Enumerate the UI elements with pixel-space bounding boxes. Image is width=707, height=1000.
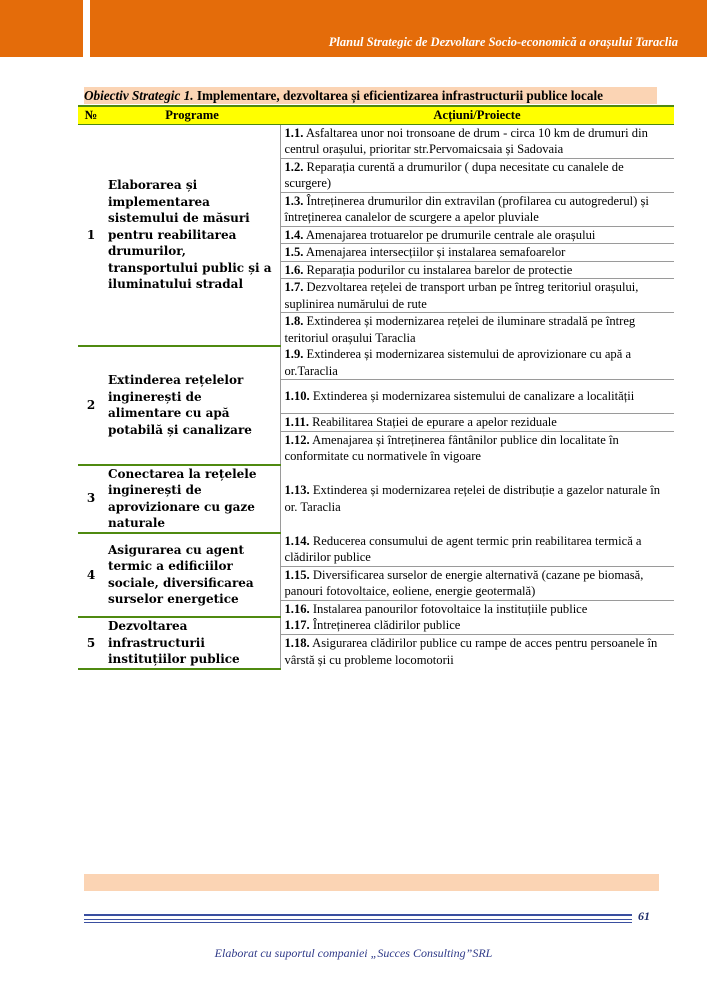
action-number: 1.1. xyxy=(284,125,304,140)
action-text: Reabilitarea Stației de epurare a apelor reziduale xyxy=(312,415,557,429)
column-header-number: № xyxy=(78,106,104,124)
action-number: 1.6. xyxy=(284,262,304,277)
action-number: 1.15. xyxy=(284,567,310,582)
action-text: Instalarea panourilor fotovoltaice la instituțiile publice xyxy=(312,601,588,616)
action-number: 1.8. xyxy=(284,314,304,328)
action-text: Extinderea și modernizarea sistemului de aprovizionare cu apă a or.Taraclia xyxy=(284,347,632,378)
action-cell xyxy=(280,124,674,158)
action-cell xyxy=(280,533,674,567)
program-number: 1 xyxy=(78,124,104,346)
action-text: Amenajarea trotuarelor pe drumurile centrale ale orașului xyxy=(305,227,596,242)
action-cell xyxy=(280,600,674,617)
header-band-left xyxy=(0,0,83,57)
action-cell xyxy=(280,158,674,192)
program-number: 4 xyxy=(78,533,104,618)
action-text: Asfaltarea unor noi tronsoane de drum - circa 10 km de drumuri din centrul orașului, prioritar str.Pervomaicsaia și Sadovaia xyxy=(284,125,648,156)
action-cell xyxy=(280,431,674,465)
action-number: 1.7. xyxy=(284,280,304,294)
action-text: Reparația curentă a drumurilor ( dupa necesitate cu canalele de scurgere) xyxy=(284,159,624,190)
action-number: 1.11. xyxy=(284,415,309,429)
footer-rule xyxy=(84,914,632,916)
column-header-actions: Acțiuni/Proiecte xyxy=(280,106,674,124)
action-number: 1.17. xyxy=(284,618,310,633)
footer-rule xyxy=(84,922,632,923)
objective-label: Obiectiv Strategic 1. xyxy=(84,88,194,103)
action-cell xyxy=(280,617,674,634)
action-number: 1.2. xyxy=(284,159,304,174)
program-name: Asigurarea cu agent termic a edificiilor sociale, diversificarea surselor energetice xyxy=(104,533,280,618)
action-cell xyxy=(280,346,674,380)
action-number: 1.12. xyxy=(284,432,310,447)
column-header-programs: Programe xyxy=(104,106,280,124)
program-name: Extinderea rețelelor inginerești de alimentare cu apă potabilă și canalizare xyxy=(104,346,280,465)
action-number: 1.16. xyxy=(284,601,310,616)
action-cell xyxy=(280,313,674,347)
action-text: Amenajarea și întreținerea fântânilor publice din localitate în conformitate cu normativele în vigoare xyxy=(284,432,619,463)
document-header-title: Planul Strategic de Dezvoltare Socio-economică a orașului Taraclia xyxy=(328,35,678,49)
table-row xyxy=(78,346,674,380)
objective-text: Implementare, dezvoltarea și eficientizarea infrastructurii publice locale xyxy=(193,88,603,103)
program-name: Dezvoltarea infrastructurii instituțiilor publice xyxy=(104,617,280,669)
table-header-row xyxy=(78,106,674,124)
action-cell xyxy=(280,465,674,533)
action-cell xyxy=(280,226,674,244)
action-number: 1.13. xyxy=(284,483,310,497)
program-name: Elaborarea și implementarea sistemului de măsuri pentru reabilitarea drumurilor, transportului public și a iluminatului stradal xyxy=(104,124,280,346)
action-number: 1.9. xyxy=(284,347,304,361)
action-cell xyxy=(280,634,674,668)
action-cell xyxy=(280,566,674,600)
action-text: Dezvoltarea rețelei de transport urban pe întreg teritoriul orașului, suplinirea numărului de rute xyxy=(284,280,639,311)
action-cell xyxy=(280,244,674,262)
action-text: Reparația podurilor cu instalarea barelor de protectie xyxy=(306,262,573,277)
table-row xyxy=(78,124,674,158)
program-number: 5 xyxy=(78,617,104,669)
program-number: 3 xyxy=(78,465,104,533)
table-row xyxy=(78,617,674,634)
action-text: Reducerea consumului de agent termic prin reabilitarea termică a clădirilor publice xyxy=(284,533,642,564)
program-number: 2 xyxy=(78,346,104,465)
action-number: 1.18. xyxy=(284,636,310,651)
action-text: Extinderea și modernizarea rețelei de distribuție a gazelor naturale în or. Taraclia xyxy=(284,483,661,514)
action-text: Întreținerea clădirilor publice xyxy=(312,618,461,633)
programs-table xyxy=(78,105,674,670)
action-number: 1.3. xyxy=(284,193,304,208)
objective-heading xyxy=(84,87,657,104)
action-text: Extinderea și modernizarea sistemului de canalizare a localității xyxy=(312,389,635,404)
footer-rule xyxy=(84,919,632,920)
action-number: 1.10. xyxy=(284,389,310,404)
action-cell xyxy=(280,192,674,226)
footer-band xyxy=(84,874,659,891)
table-row xyxy=(78,533,674,567)
action-text: Asigurarea clădirilor publice cu rampe de acces pentru persoanele în vârstă și cu probleme locomotorii xyxy=(284,636,658,667)
action-text: Întreținerea drumurilor din extravilan (profilarea cu autogrederul) și întreținerea canalelor de scurgere a apelor pluviale xyxy=(284,193,649,224)
table-row xyxy=(78,465,674,533)
action-number: 1.14. xyxy=(284,533,310,548)
footer-credit: Elaborat cu suportul companiei „Succes Consulting”SRL xyxy=(214,946,493,960)
program-name: Conectarea la rețelele inginerești de aprovizionare cu gaze naturale xyxy=(104,465,280,533)
action-text: Diversificarea surselor de energie alternativă (cazane pe biomasă, panouri fotovoltaice, eoliene, energie geotermală) xyxy=(284,567,644,598)
action-number: 1.5. xyxy=(284,245,304,259)
action-number: 1.4. xyxy=(284,227,304,242)
page-number: 61 xyxy=(638,909,650,923)
action-text: Amenajarea intersecțiilor și instalarea semafoarelor xyxy=(305,245,566,259)
action-cell xyxy=(280,380,674,414)
table-body xyxy=(78,124,674,669)
action-text: Extinderea și modernizarea rețelei de iluminare stradală pe întreg teritoriul orașului Taraclia xyxy=(284,314,636,345)
action-cell xyxy=(280,279,674,313)
action-cell xyxy=(280,414,674,432)
action-cell xyxy=(280,261,674,279)
